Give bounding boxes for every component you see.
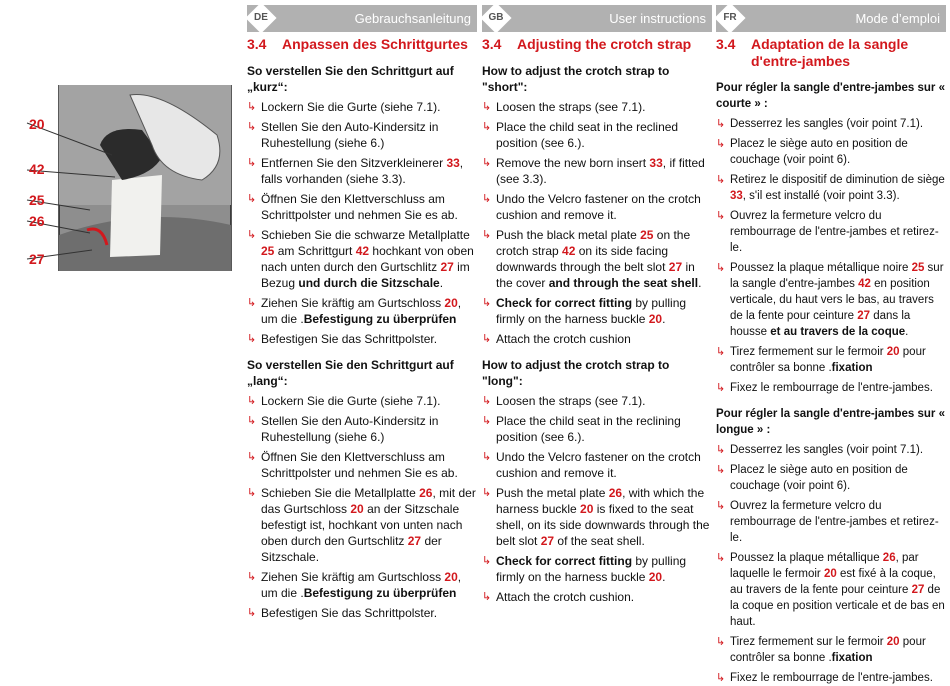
arrow-icon: ↳ [247,229,257,241]
step-text: Fixez le rembourrage de l'entre-jambes. [730,382,933,394]
step-text: en position verticale, du haut vers le bas, au travers de la fente pour ceinture [730,278,934,322]
step-emphasis: Check for correct fitting [496,554,633,568]
step-text: on the crotch strap [496,228,691,258]
arrow-icon: ↳ [716,636,726,648]
arrow-icon: ↳ [247,101,257,113]
instruction-step [482,331,712,347]
language-code: GB [488,12,504,23]
section-title [247,36,477,53]
step-text: Ouvrez la fermeture velcro du rembourrage de l'entre-jambes et retirez-le. [730,210,939,254]
step-text: on its side facing downwards through the belt slot [496,244,669,274]
fig-label-26: 26 [29,213,45,229]
instruction-step [247,413,477,445]
part-number: 33 [730,190,743,202]
step-text: , s'il est installé (voir point 3.3). [742,190,900,202]
part-number: 42 [355,244,370,258]
step-text: Befestigen Sie das Schrittpolster. [261,606,438,620]
step-text: Placez le siège auto en position de couchage (voir point 6). [730,138,908,166]
part-number: 33 [446,156,460,170]
instruction-step [716,550,946,630]
part-number: 20 [648,570,663,584]
language-badge [714,2,745,33]
instruction-step [716,670,946,686]
instruction-step [716,498,946,546]
arrow-icon: ↳ [482,229,492,241]
step-text: Poussez la plaque métallique noire [730,262,912,274]
step-text: Desserrez les sangles (voir point 7.1). [730,118,924,130]
arrow-icon: ↳ [482,395,492,407]
instruction-step [716,442,946,458]
instruction-step [247,393,477,409]
arrow-icon: ↳ [716,552,726,564]
arrow-icon: ↳ [482,487,492,499]
step-text: Place the child seat in the reclining position (see 6.). [496,414,681,444]
step-text: Stellen Sie den Auto-Kindersitz in Ruhestellung (siehe 6.) [261,120,439,150]
step-text: , um die [261,570,462,600]
step-text: Poussez la plaque métallique [730,552,883,564]
part-number: 26 [882,552,896,564]
arrow-icon: ↳ [247,415,257,427]
section-title [482,36,712,53]
step-text: Öffnen Sie den Klettverschluss am Schrittpolster und nehmen Sie es ab. [261,450,458,480]
arrow-icon: ↳ [716,118,726,130]
step-text: Schieben Sie die schwarze Metallplatte [261,228,470,242]
instruction-step [716,260,946,340]
instruction-step [247,295,477,327]
language-code: FR [723,12,737,23]
step-text: Entfernen Sie den Sitzverkleinerer [261,156,447,170]
instruction-step [482,155,712,187]
step-text: Attach the crotch cushion [496,332,631,346]
subheading-long: So verstellen Sie den Schrittgurt auf „lang“: [247,358,454,388]
arrow-icon: ↳ [716,138,726,150]
arrow-icon: ↳ [716,500,726,512]
instruction-step [482,191,712,223]
step-text: , if fitted (see 3.3). [496,156,705,186]
step-text: Ziehen Sie kräftig am Gurtschloss [261,296,445,310]
step-text: Push the black metal plate [496,228,641,242]
step-text: im Bezug [261,260,470,290]
part-number: 33 [649,156,663,170]
part-number: 25 [911,262,925,274]
part-number: 26 [608,486,623,500]
instruction-step [247,569,477,601]
part-number: 20 [444,296,458,310]
step-text: , mit der das Gurtschloss [261,486,476,516]
part-number: 20 [580,502,594,516]
fig-label-25: 25 [29,192,45,208]
part-number: 27 [540,534,555,548]
arrow-icon: ↳ [482,555,492,567]
instruction-step [247,155,477,187]
step-text: pour contrôler sa bonne [730,346,926,374]
instruction-step [247,227,477,291]
arrow-icon: ↳ [482,157,492,169]
step-text: Ouvrez la fermeture velcro du rembourrage de l'entre-jambes et retirez-le. [730,500,939,544]
step-text: . [828,652,832,664]
instruction-step [716,462,946,494]
instruction-step [247,449,477,481]
arrow-icon: ↳ [482,297,492,309]
step-text: Remove the new born insert [496,156,650,170]
step-text: Placez le siège auto en position de couchage (voir point 6). [730,464,908,492]
part-number: 27 [440,260,454,274]
instruction-step [247,191,477,223]
step-text: by pulling firmly on the harness buckle [496,554,687,584]
arrow-icon: ↳ [716,346,726,358]
subheading-short: How to adjust the crotch strap to "short": [482,64,670,94]
step-emphasis: fixation [831,362,873,374]
step-text: . [662,312,666,326]
step-text: an der Sitzschale befestigt ist, hochkant von unten nach oben durch den Gurtschlitz [261,502,463,548]
part-number: 27 [911,584,925,596]
step-emphasis: Befestigung zu überprüfen [303,586,457,600]
step-text: . [300,586,304,600]
instruction-step [247,99,477,115]
instruction-step [482,485,712,549]
step-text: Retirez le dispositif de diminution de siège [730,174,945,186]
part-number: 20 [886,636,900,648]
step-text: , with which the harness buckle [496,486,705,516]
column-french [716,5,946,686]
step-text: . [698,276,702,290]
section-number: 3.4 [482,36,502,52]
step-text: Lockern Sie die Gurte (siehe 7.1). [261,394,441,408]
instruction-step [247,119,477,151]
arrow-icon: ↳ [716,444,726,456]
instruction-step [716,380,946,396]
part-number: 42 [858,278,871,290]
language-badge [245,2,276,33]
arrow-icon: ↳ [247,157,257,169]
section-heading: Adaptation de la sangle d'entre-jambes [751,36,909,69]
instruction-step [482,589,712,605]
step-text: Loosen the straps (see 7.1). [496,394,646,408]
arrow-icon: ↳ [716,210,726,222]
instruction-step [247,605,477,621]
step-text: , um die [261,296,462,326]
step-text: in the cover [496,260,695,290]
step-text: of the seat shell. [554,534,645,548]
part-number: 25 [640,228,654,242]
part-number: 27 [668,260,683,274]
arrow-icon: ↳ [247,451,257,463]
arrow-icon: ↳ [716,672,726,684]
step-text: Fixez le rembourrage de l'entre-jambes. [730,672,933,684]
fig-label-27: 27 [29,251,45,267]
step-text: Desserrez les sangles (voir point 7.1). [730,444,924,456]
step-text: . [662,570,666,584]
subheading-short: So verstellen Sie den Schrittgurt auf „kurz“: [247,64,454,94]
section-number: 3.4 [247,36,267,52]
arrow-icon: ↳ [716,262,726,274]
step-emphasis: and through the seat shell [548,276,699,290]
part-number: 20 [823,568,837,580]
column-header [716,5,946,32]
arrow-icon: ↳ [482,591,492,603]
step-emphasis: und durch die Sitzschale [298,276,440,290]
instruction-step [482,393,712,409]
step-text: . [828,362,832,374]
step-text: sur la sangle d'entre-jambes [730,262,944,290]
instruction-step [482,119,712,151]
column-english [482,5,712,605]
column-header [247,5,477,32]
arrow-icon: ↳ [482,415,492,427]
column-header [482,5,712,32]
arrow-icon: ↳ [247,571,257,583]
instruction-step [716,208,946,256]
arrow-icon: ↳ [247,487,257,499]
instruction-step [247,331,477,347]
arrow-icon: ↳ [247,193,257,205]
step-text: Attach the crotch cushion. [496,590,635,604]
subheading-long: Pour régler la sangle d'entre-jambes sur « longue » : [716,408,945,436]
part-number: 20 [886,346,900,358]
step-text: Loosen the straps (see 7.1). [496,100,646,114]
part-number: 25 [261,244,275,258]
arrow-icon: ↳ [247,395,257,407]
arrow-icon: ↳ [482,333,492,345]
section-number: 3.4 [716,36,736,52]
step-text: Stellen Sie den Auto-Kindersitz in Ruhestellung (siehe 6.) [261,414,439,444]
step-text: Undo the Velcro fastener on the crotch cushion and remove it. [496,450,701,480]
step-text: dans la housse [730,310,911,338]
step-text: . [300,312,304,326]
instruction-step [716,116,946,132]
instruction-step [482,413,712,445]
part-number: 27 [407,534,422,548]
step-text: Tirez fermement sur le fermoir [730,636,887,648]
language-badge [480,2,511,33]
section-title [716,36,946,70]
arrow-icon: ↳ [482,193,492,205]
instruction-step [482,295,712,327]
step-text: , par laquelle le fermoir [730,552,919,580]
step-text: de la coque en position verticale et de bas en haut. [730,584,945,628]
step-text: Öffnen Sie den Klettverschluss am Schrittpolster und nehmen Sie es ab. [261,192,458,222]
instruction-step [482,449,712,481]
part-number: 27 [857,310,871,322]
section-heading: Adjusting the crotch strap [517,36,692,52]
part-number: 26 [419,486,433,500]
step-text: Push the metal plate [496,486,609,500]
arrow-icon: ↳ [247,297,257,309]
step-emphasis: Befestigung zu überprüfen [303,312,457,326]
part-number: 20 [648,312,663,326]
arrow-icon: ↳ [482,121,492,133]
step-text: is fixed to the seat shell, on its side downwards through the belt slot [496,502,710,548]
step-text: Befestigen Sie das Schrittpolster. [261,332,438,346]
header-title: Gebrauchsanleitung [354,11,471,26]
step-text: der Sitzschale. [261,534,442,564]
step-text: am Schrittgurt [274,244,356,258]
step-text: by pulling firmly on the harness buckle [496,296,687,326]
step-text: pour contrôler sa bonne [730,636,926,664]
step-text: hochkant von oben nach unten durch den Gurtschlitz [261,244,474,274]
step-text: Tirez fermement sur le fermoir [730,346,887,358]
arrow-icon: ↳ [716,382,726,394]
arrow-icon: ↳ [247,333,257,345]
step-text: est fixé à la coque, au travers de la fente pour ceinture [730,568,936,596]
instruction-step [482,553,712,585]
fig-label-20: 20 [29,116,45,132]
arrow-icon: ↳ [716,464,726,476]
step-emphasis: fixation [831,652,873,664]
step-emphasis: et au travers de la coque [770,326,906,338]
part-number: 20 [444,570,458,584]
step-text: , falls vorhanden (siehe 3.3). [261,156,464,186]
step-text: Place the child seat in the reclined position (see 6.). [496,120,679,150]
step-text: . [439,276,444,290]
part-number: 20 [350,502,364,516]
fig-label-42: 42 [29,161,45,177]
instruction-step [716,634,946,666]
instruction-step [247,485,477,565]
instruction-step [716,136,946,168]
language-code: DE [254,12,268,23]
arrow-icon: ↳ [247,121,257,133]
header-title: User instructions [609,11,706,26]
instruction-step [716,172,946,204]
step-emphasis: Check for correct fitting [496,296,633,310]
instruction-step [482,99,712,115]
step-text: Schieben Sie die Metallplatte [261,486,420,500]
subheading-short: Pour régler la sangle d'entre-jambes sur « courte » : [716,82,945,110]
header-title: Mode d’emploi [855,11,940,26]
arrow-icon: ↳ [482,101,492,113]
arrow-icon: ↳ [482,451,492,463]
step-text: Ziehen Sie kräftig am Gurtschloss [261,570,445,584]
part-number: 42 [562,244,576,258]
arrow-icon: ↳ [247,607,257,619]
instruction-step [716,344,946,376]
step-text: Lockern Sie die Gurte (siehe 7.1). [261,100,441,114]
instruction-step [482,227,712,291]
subheading-long: How to adjust the crotch strap to "long": [482,358,670,388]
column-german [247,5,477,621]
step-text: Undo the Velcro fastener on the crotch cushion and remove it. [496,192,701,222]
step-text: . [905,326,909,338]
arrow-icon: ↳ [716,174,726,186]
section-heading: Anpassen des Schrittgurtes [282,36,468,52]
crotch-strap-illustration [12,85,237,271]
